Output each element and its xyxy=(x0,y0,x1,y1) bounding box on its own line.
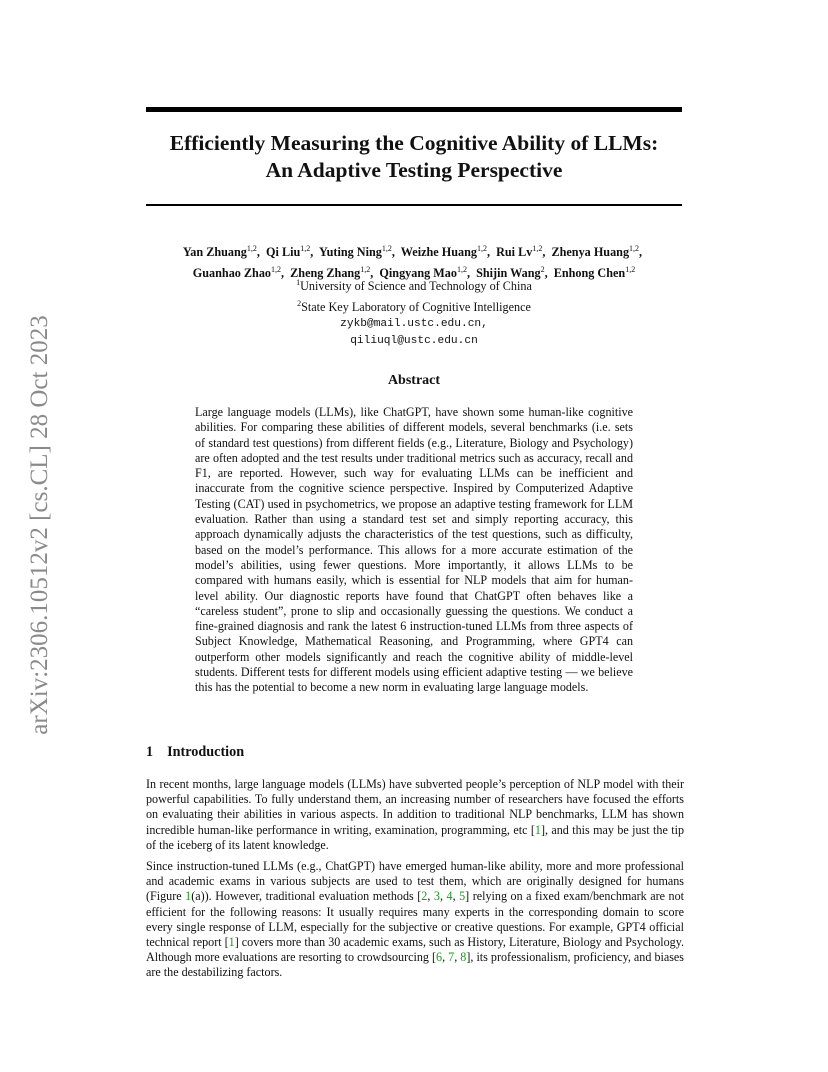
section-title: Introduction xyxy=(167,744,245,760)
author-name: Shijin Wang xyxy=(476,266,541,281)
author-affiliation-mark: 1,2 xyxy=(532,244,543,253)
citation-link[interactable]: 1 xyxy=(534,822,541,837)
citation-link[interactable]: 7 xyxy=(448,950,455,965)
author-name: Yuting Ning xyxy=(318,245,382,260)
author-affiliation-mark: 1,2 xyxy=(300,244,311,253)
author-affiliation-mark: 1,2 xyxy=(476,244,487,253)
author xyxy=(183,245,257,259)
author-name: Rui Lv xyxy=(496,245,533,260)
title-top-rule xyxy=(146,107,682,112)
author-name: Yan Zhuang xyxy=(182,245,247,260)
affiliation-text: State Key Laboratory of Cognitive Intelligence xyxy=(301,300,531,315)
paragraph: Since instruction-tuned LLMs (e.g., ChatGPT) have emerged human-like ability, more and more professional and academic exams in various subjects are used to test them, which are originally designed for humans (Figure 1(a)). However, traditional evaluation methods [2, 3, 4, 5] relying on a fixed exam/benchmark are not efficient for the following reasons: It usually requires many experts in the corresponding domain to score every single response of LLM, especially for the subjective or creative questions. For example, GPT4 official technical report [1] covers more than 30 academic exams, such as History, Literature, Biology and Psychology. Although more evaluations are resorting to crowdsourcing [6, 7, 8], its professionalism, proficiency, and biases are the destabilizing factors. xyxy=(146,859,685,980)
citation-link[interactable]: 2 xyxy=(421,889,428,904)
author-affiliation-mark: 2 xyxy=(540,265,545,275)
citation-link[interactable]: 3 xyxy=(433,889,440,904)
author xyxy=(401,245,487,259)
citation-link[interactable]: 4 xyxy=(446,889,453,904)
abstract-heading: Abstract xyxy=(387,373,441,388)
author xyxy=(319,245,392,259)
citation-link[interactable]: 1 xyxy=(228,935,235,950)
affiliation-mark: 2 xyxy=(297,299,302,309)
author-name: Zhenya Huang xyxy=(551,245,630,260)
author xyxy=(266,245,310,259)
citation-link[interactable]: 8 xyxy=(460,950,467,965)
introduction-body xyxy=(146,777,684,987)
title-line: Efficiently Measuring the Cognitive Ability of LLMs: xyxy=(169,131,659,155)
paper-title xyxy=(146,130,682,184)
author-affiliation-mark: 1,2 xyxy=(625,265,636,275)
author-name: Qi Liu xyxy=(266,245,301,260)
author xyxy=(551,245,639,259)
author-line: Guanhao Zhao$^{1,2}$, Zheng Zhang$^{1,2}$, Qingyang Mao$^{1,2}$, Shijin Wang$^2$, Enhong Chen$^{1,2}$ xyxy=(192,265,636,281)
author-line: Yan Zhuang$^{1,2}$, Qi Liu$^{1,2}$, Yuting Ning$^{1,2}$, Weizhe Huang$^{1,2}$, Rui Lv$^{1,2}$, Zhenya Huang$^{1,2}$, xyxy=(182,244,646,260)
author-affiliation-mark: 1,2 xyxy=(360,265,371,275)
author-name: Weizhe Huang xyxy=(400,245,477,260)
affiliation-mark: 1 xyxy=(296,278,301,287)
citation-link[interactable]: 1 xyxy=(185,889,192,904)
citation-link[interactable]: 6 xyxy=(436,950,443,965)
email[interactable]: qiliuql@ustc.edu.cn xyxy=(350,335,478,348)
author-affiliation-mark: 1,2 xyxy=(381,244,392,253)
title-bottom-rule xyxy=(146,204,682,206)
affiliation-text: University of Science and Technology of China xyxy=(300,279,532,294)
author-name: Guanhao Zhao xyxy=(192,266,272,281)
arxiv-identifier: arXiv:2306.10512v2 [cs.CL] 28 Oct 2023 xyxy=(26,315,53,735)
author-affiliation-mark: 1,2 xyxy=(246,244,257,253)
section-heading xyxy=(146,744,244,761)
paragraph: In recent months, large language models (LLMs) have subverted people’s perception of NLP model with their powerful capabilities. To fully understand them, an increasing number of researchers have focused the efforts on evaluating their abilities in various aspects. In addition to traditional NLP benchmarks, LLM has shown incredible human-like performance in writing, examination, programming, etc [1], and this may be just the tip of the iceberg of its latent knowledge. xyxy=(146,777,684,852)
affiliation xyxy=(146,274,682,295)
arxiv-sidebar xyxy=(20,290,60,760)
author-affiliation-mark: 1,2 xyxy=(629,244,640,253)
email[interactable]: zykb@mail.ustc.edu.cn, xyxy=(340,318,488,331)
section-number: 1 xyxy=(146,744,154,760)
author-affiliation-mark: 1,2 xyxy=(271,265,282,275)
title-line: An Adaptive Testing Perspective xyxy=(265,158,563,182)
author-name: Qingyang Mao xyxy=(379,266,457,281)
citation-link[interactable]: 5 xyxy=(459,889,466,904)
abstract-body: Large language models (LLMs), like ChatGPT, have shown some human-like cognitive abilities. For comparing these abilities of different models, several benchmarks (i.e. sets of standard test questions) from different fields (e.g., Literature, Biology and Psychology) are often adopted and the test results under traditional metrics such as accuracy, recall and F1, are reported. However, such way for evaluating LLMs can be inefficient and inaccurate from the cognitive science perspective. Inspired by Computerized Adaptive Testing (CAT) used in psychometrics, we propose an adaptive testing framework for LLM evaluation. Rather than using a standard test set and simply reporting accuracy, this approach dynamically adjusts the characteristics of the test questions, such as difficulty, based on the model’s performance. This allows for a more accurate estimation of the model’s abilities, using fewer questions. More importantly, it allows LLMs to be compared with humans easily, which is essential for NLP models that aim for human-level ability. Our diagnostic reports have found that ChatGPT often behaves like a “careless student”, prone to slip and occasionally guessing the questions. We conduct a fine-grained diagnosis and rank the latest 6 instruction-tuned LLMs from three aspects of Subject Knowledge, Mathematical Reasoning, and Programming, where GPT4 can outperform other models significantly and reach the cognitive ability of middle-level students. Different tests for different models using efficient adaptive testing — we believe this has the potential to become a new norm in evaluating large language models. xyxy=(195,405,633,695)
author-name: Enhong Chen xyxy=(553,266,626,281)
author-name: Zheng Zhang xyxy=(290,266,361,281)
affiliation xyxy=(146,295,682,316)
author xyxy=(496,245,542,259)
affiliations xyxy=(146,274,682,350)
author-affiliation-mark: 1,2 xyxy=(456,265,467,275)
